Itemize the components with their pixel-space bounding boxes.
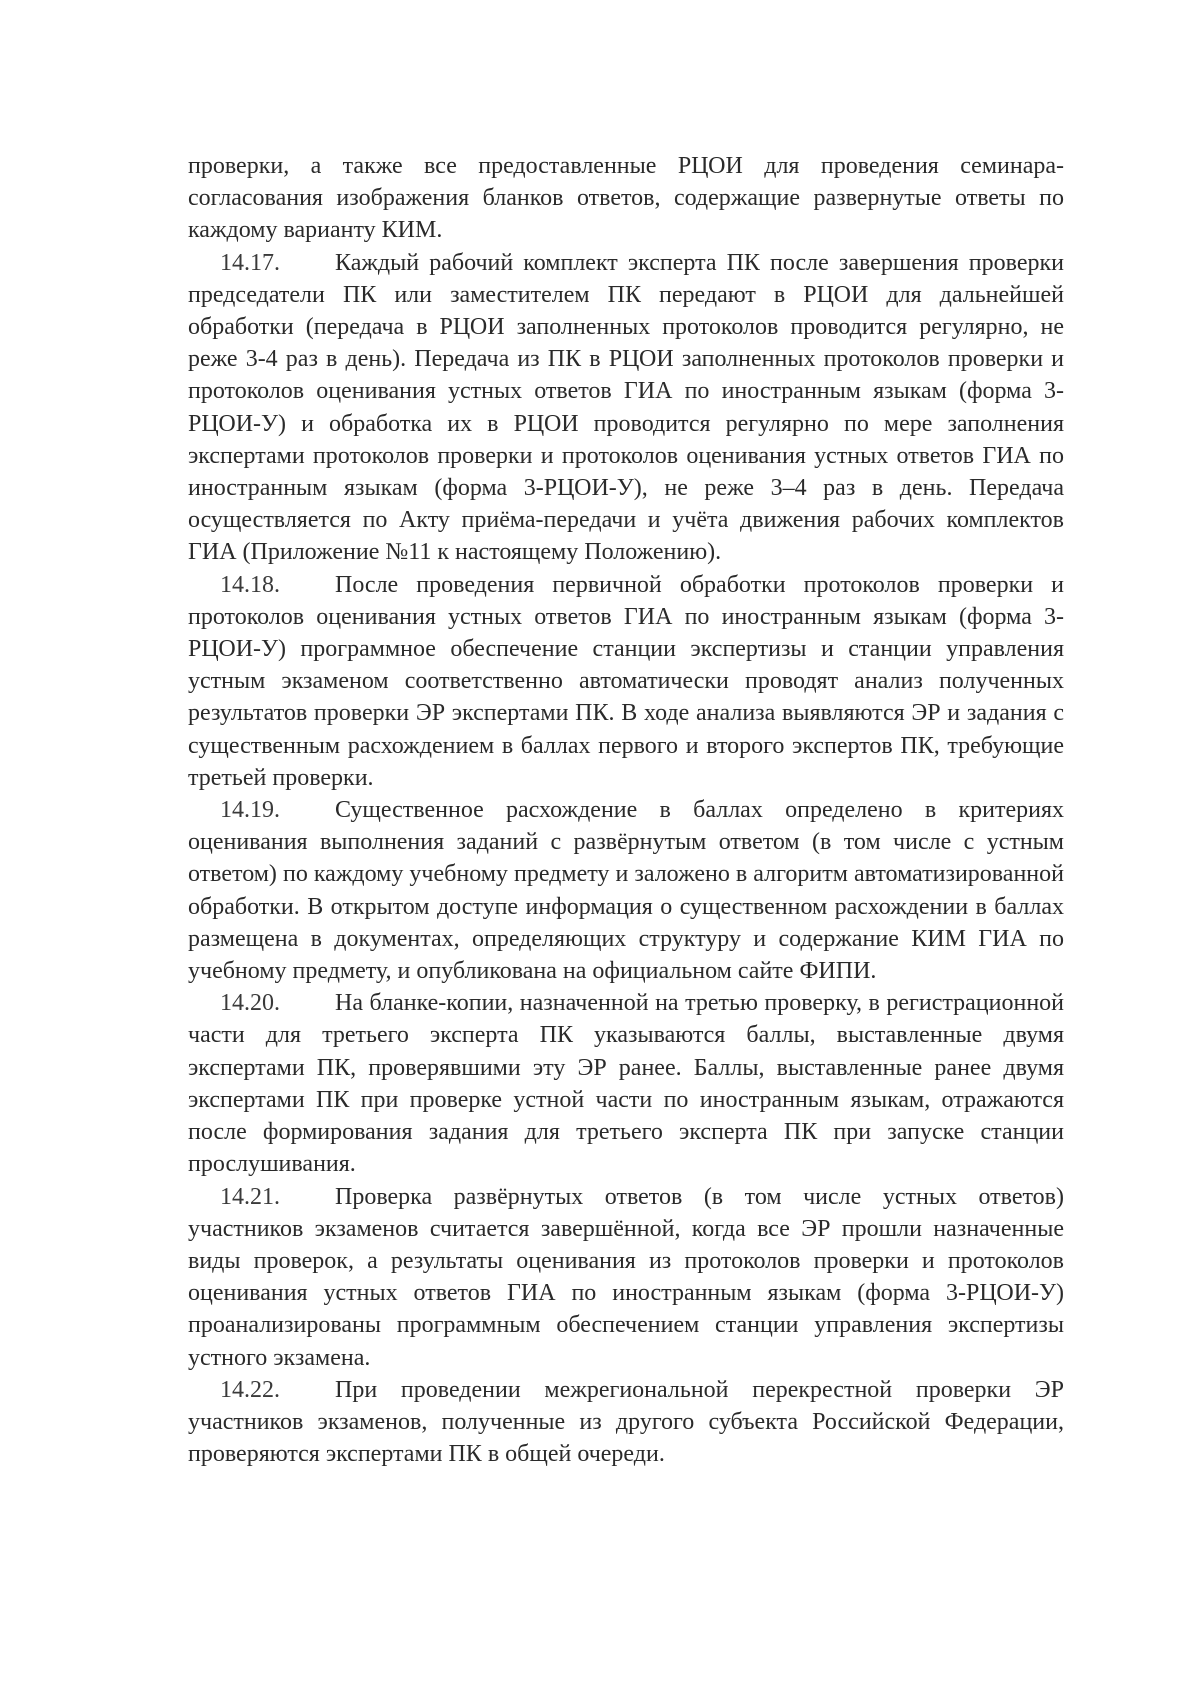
paragraph-number: 14.20.: [220, 990, 280, 1017]
paragraph-text: Существенное расхождение в баллах определено в критериях оценивания выполнения заданий с развёрнутым ответом (в том числе с устным ответом) по каждому учебному предмету и заложено в алгоритм автоматизированной обработки. В открытом доступе информация о существенном расхождении в баллах размещена в документах, определяющих структуру и содержание КИМ ГИА по учебному предмету, и опубликована на официальном сайте ФИПИ.: [188, 797, 1064, 985]
paragraph-number: 14.19.: [220, 797, 280, 824]
intro-paragraph: [188, 150, 1064, 247]
paragraph-text: После проведения первичной обработки протоколов проверки и протоколов оценивания устных ответов ГИА по иностранным языкам (форма 3-РЦОИ-У) программное обеспечение станции экспертизы и станции управления устным экзаменом соответственно автоматически проводят анализ полученных результатов проверки ЭР экспертами ПК. В ходе анализа выявляются ЭР и задания с существенным расхождением в баллах первого и второго экспертов ПК, требующие третьей проверки.: [188, 571, 1064, 791]
intro-paragraph-text: проверки, а также все предоставленные РЦОИ для проведения семинара-согласования изображения бланков ответов, содержащие развернутые ответы по каждому варианту КИМ.: [188, 153, 1064, 244]
paragraph-text: При проведении межрегиональной перекрестной проверки ЭР участников экзаменов, полученные из другого субъекта Российской Федерации, проверяются экспертами ПК в общей очереди.: [188, 1376, 1064, 1468]
paragraph-14-20: [188, 987, 1064, 1180]
paragraph-number: 14.17.: [220, 249, 280, 276]
paragraph-number: 14.18.: [220, 571, 280, 598]
paragraph-14-22: [188, 1374, 1064, 1471]
paragraph-text: Каждый рабочий комплект эксперта ПК после завершения проверки председатели ПК или заместителем ПК передают в РЦОИ для дальнейшей обработки (передача в РЦОИ заполненных протоколов проводится регулярно, не реже 3-4 раз в день). Передача из ПК в РЦОИ заполненных протоколов проверки и протоколов оценивания устных ответов ГИА по иностранным языкам (форма 3-РЦОИ-У) и обработка их в РЦОИ проводится регулярно по мере заполнения экспертами протоколов проверки и протоколов оценивания устных ответов ГИА по иностранным языкам (форма 3-РЦОИ-У), не реже 3–4 раз в день. Передача осуществляется по Акту приёма-передачи и учёта движения рабочих комплектов ГИА (Приложение №11 к настоящему Положению).: [188, 249, 1064, 566]
paragraph-text: На бланке-копии, назначенной на третью проверку, в регистрационной части для третьего эксперта ПК указываются баллы, выставленные двумя экспертами ПК, проверявшими эту ЭР ранее. Баллы, выставленные ранее двумя экспертами ПК при проверке устной части по иностранным языкам, отражаются после формирования задания для третьего эксперта ПК при запуске станции прослушивания.: [188, 990, 1064, 1178]
paragraph-number: 14.22.: [220, 1376, 280, 1403]
paragraph-14-18: [188, 569, 1064, 794]
document-body: [188, 150, 1064, 1470]
paragraph-14-21: [188, 1181, 1064, 1374]
paragraph-text: Проверка развёрнутых ответов (в том числе устных ответов) участников экзаменов считается завершённой, когда все ЭР прошли назначенные виды проверок, а результаты оценивания из протоколов проверки и протоколов оценивания устных ответов ГИА по иностранным языкам (форма 3-РЦОИ-У) проанализированы программным обеспечением станции управления экспертизы устного экзамена.: [188, 1183, 1064, 1371]
paragraph-14-17: [188, 247, 1064, 569]
paragraph-number: 14.21.: [220, 1183, 280, 1210]
paragraph-14-19: [188, 794, 1064, 987]
